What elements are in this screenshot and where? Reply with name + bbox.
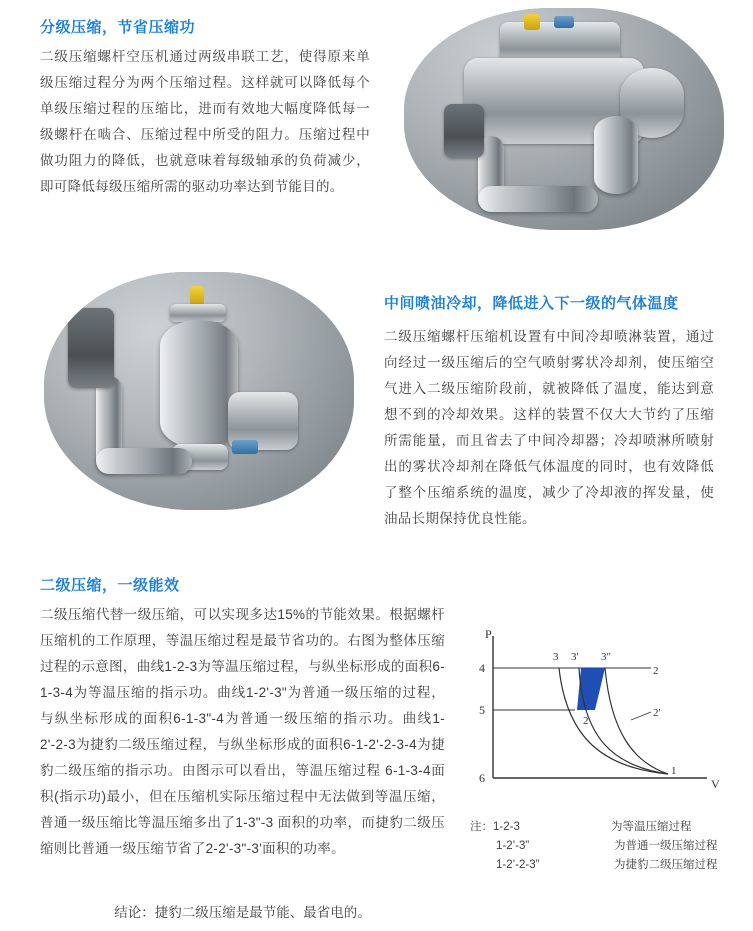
section-two-stage-efficiency — [0, 560, 753, 931]
legend-symbol-1: 1-2-3 — [493, 821, 520, 833]
section-intermediate-oil-cooling — [0, 262, 753, 552]
section3-conclusion: 结论：捷豹二级压缩是最节能、最省电的。 — [114, 905, 371, 920]
section1-body-text: 二级压缩螺杆空压机通过两级串联工艺，使得原来单级压缩过程分为两个压缩过程。这样就可以降低每个单级压缩过程的压缩比，进而有效地大幅度降低每一级螺杆在啮合、压缩过程中所受的阻力。压缩过程中做功阻力的降低，也就意味着每级轴承的负荷减少，即可降低每级压缩所需的驱动功率达到节能目的。 — [40, 49, 370, 194]
point-2-prime: 2' — [653, 707, 661, 719]
x-axis-label: V — [711, 777, 720, 791]
y-tick-6: 6 — [479, 771, 485, 785]
point-3-double-prime: 3" — [601, 651, 611, 663]
section-staged-compression — [0, 0, 753, 250]
y-tick-4: 4 — [479, 661, 485, 675]
legend-symbol-2: 1-2’-3” — [496, 840, 530, 852]
photo1-yellow-cap — [524, 14, 540, 30]
legend-label-3: 为捷豹二级压缩过程 — [614, 859, 718, 871]
isothermal-curve — [559, 668, 668, 774]
photo1-horizontal-pipe — [478, 186, 598, 212]
chart-legend — [470, 818, 745, 875]
section2-body-text: 二级压缩螺杆压缩机设置有中间冷却喷淋装置，通过向经过一级压缩后的空气喷射雾状冷却剂，使压缩空气进入二级压缩阶段前，就被降低了温度，能达到意想不到的冷却效果。这样的装置不仅大大节约了压缩所需能量，而且省去了中间冷却器；冷却喷淋所喷射出的雾状冷却剂在降低气体温度的同时，也有效降低了整个压缩系统的温度，减少了冷却液的挥发量，使油品长期保持优良性能。 — [384, 329, 714, 526]
legend-row-2 — [470, 837, 745, 856]
point-2-lower: 2 — [583, 715, 589, 727]
legend-label-1: 为等温压缩过程 — [611, 821, 692, 833]
legend-symbol-3: 1-2’-2-3” — [496, 859, 540, 871]
label-leader-2prime — [631, 712, 651, 720]
photo1-dark-bracket — [444, 104, 484, 158]
section3-body-text: 二级压缩代替一级压缩，可以实现多达15%的节能效果。根据螺杆压缩机的工作原理，等温压缩过程是最节省功的。右图为整体压缩过程的示意图，曲线1-2-3为等温压缩过程，与纵坐标形成的面积6-1-3-4为等温压缩的指示功。曲线1-2'-3"为普通一级压缩的过程，与纵坐标形成的面积6-1-3"-4为普通一级压缩的指示功。曲线1-2'-2-3为捷豹二级压缩过程，与纵坐标形成的面积6-1-2'-2-3-4为捷豹二级压缩的指示功。由图示可以看出，等温压缩过程 6-1-3-4面积(指示功)最小，但在压缩机实际压缩过程中无法做到等温压缩，普通一级压缩比等温压缩多出了1-3"-3 面积的功率，而捷豹二级压缩则比普通一级压缩节省了2-2'-3"-3'面积的功率。 — [40, 607, 445, 856]
legend-label-2: 为普通一级压缩过程 — [614, 840, 718, 852]
section2-heading: 中间喷油冷却，降低进入下一级的气体温度 — [384, 295, 679, 312]
point-2-upper: 2 — [653, 665, 659, 677]
legend-prefix: 注： — [470, 821, 493, 833]
point-1: 1 — [671, 765, 677, 777]
legend-row-1 — [470, 818, 745, 837]
pv-diagram-svg — [455, 628, 725, 808]
pv-diagram — [455, 628, 725, 808]
single-stage-curve — [605, 668, 668, 774]
compressor-airend-photo — [404, 8, 724, 230]
section1-heading: 分级压缩，节省压缩功 — [40, 19, 196, 36]
point-3: 3 — [553, 651, 559, 663]
y-tick-5: 5 — [479, 703, 485, 717]
y-axis-label: P — [485, 628, 492, 641]
legend-row-3 — [470, 856, 745, 875]
point-3-prime: 3' — [571, 651, 579, 663]
section3-heading: 二级压缩，一级能效 — [40, 577, 180, 594]
photo1-blue-valve — [554, 16, 574, 28]
photo1-oil-separator — [594, 116, 638, 194]
